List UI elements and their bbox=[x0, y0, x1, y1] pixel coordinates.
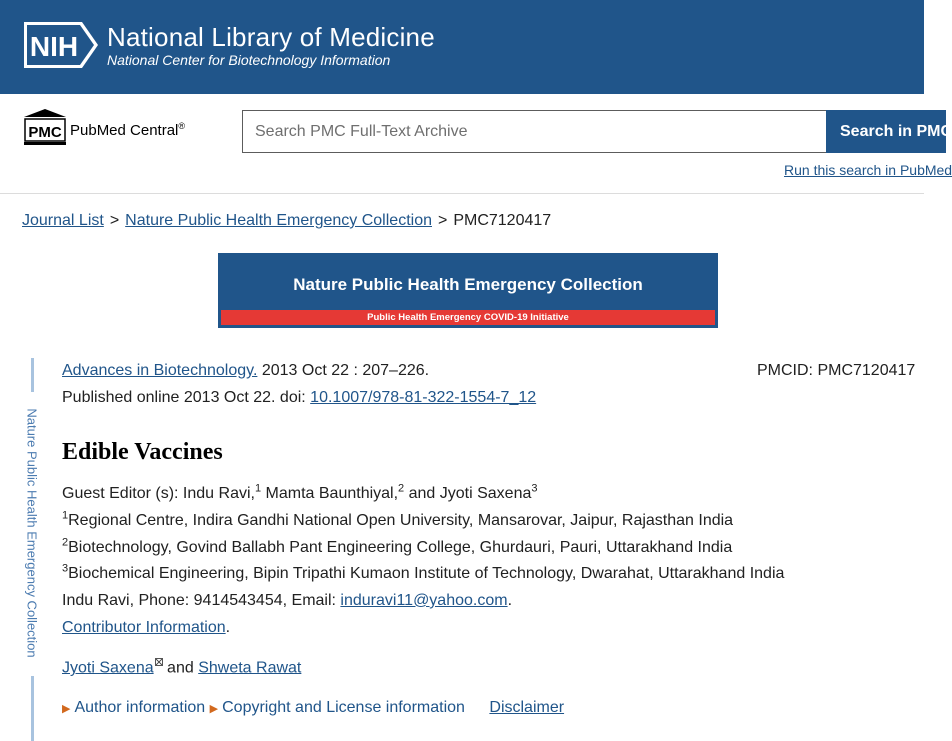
svg-text:PMC: PMC bbox=[28, 124, 62, 141]
collection-banner[interactable] bbox=[218, 253, 718, 328]
breadcrumb-separator: > bbox=[437, 212, 448, 229]
author-information-toggle[interactable]: Author information bbox=[74, 699, 206, 716]
search-button[interactable]: Search in PMC bbox=[826, 110, 946, 153]
authors-line bbox=[62, 658, 301, 678]
breadcrumb-collection[interactable]: Nature Public Health Emergency Collection bbox=[125, 212, 432, 229]
nih-logo[interactable] bbox=[22, 20, 100, 70]
banner-title: Nature Public Health Emergency Collection bbox=[293, 275, 643, 294]
contributor-line bbox=[62, 618, 230, 638]
affiliation-sup: 1 bbox=[62, 509, 69, 522]
article-title: Edible Vaccines bbox=[62, 439, 223, 465]
affiliation-text: Regional Centre, Indira Gandhi National Open University, Mansarovar, Jaipur, Rajasthan India bbox=[68, 512, 734, 529]
affiliation-sup: 3 bbox=[62, 562, 69, 575]
affiliation-3 bbox=[62, 564, 784, 584]
pmc-search-bar bbox=[0, 94, 952, 194]
affiliation-text: Biotechnology, Govind Ballabh Pant Engineering College, Ghurdauri, Pauri, Uttarakhand India bbox=[68, 539, 733, 556]
author-link-rawat[interactable]: Shweta Rawat bbox=[198, 659, 302, 677]
breadcrumb-current: PMC7120417 bbox=[453, 212, 552, 229]
contact-text: Indu Ravi, Phone: 9414543454, Email: bbox=[62, 592, 341, 609]
contact-suffix: . bbox=[507, 592, 513, 609]
affiliation-1 bbox=[62, 511, 733, 531]
published-line bbox=[62, 388, 536, 408]
breadcrumb bbox=[22, 211, 551, 231]
author-link-saxena[interactable]: Jyoti Saxena bbox=[62, 659, 154, 677]
pmcid: PMCID: PMC7120417 bbox=[757, 362, 916, 379]
banner-strip: Public Health Emergency COVID-19 Initiative bbox=[221, 310, 715, 325]
contributor-suffix: . bbox=[225, 619, 231, 636]
nlm-title[interactable]: National Library of Medicine bbox=[107, 22, 435, 52]
citation-details: 2013 Oct 22 : 207–226. bbox=[257, 362, 430, 379]
editor-3: and Jyoti Saxena bbox=[404, 485, 532, 502]
affiliation-sup: 2 bbox=[62, 536, 69, 549]
contact-email-link[interactable]: induravi11@yahoo.com bbox=[340, 592, 508, 609]
doi-link[interactable]: 10.1007/978-81-322-1554-7_12 bbox=[310, 389, 537, 406]
editors-line bbox=[62, 484, 538, 504]
side-line bbox=[31, 676, 34, 741]
editor-1: Guest Editor (s): Indu Ravi, bbox=[62, 485, 255, 502]
citation-line bbox=[62, 361, 429, 381]
editor-2: Mamta Baunthiyal, bbox=[261, 485, 399, 502]
run-search-pubmed-link[interactable]: Run this search in PubMed bbox=[784, 162, 952, 178]
journal-link[interactable]: Advances in Biotechnology. bbox=[62, 362, 258, 379]
side-collection-label[interactable]: Nature Public Health Emergency Collection bbox=[24, 408, 40, 658]
editor-2-sup: 2 bbox=[398, 482, 405, 495]
side-line bbox=[31, 358, 34, 392]
triangle-right-icon: ▶ bbox=[62, 703, 71, 715]
search-input[interactable] bbox=[242, 110, 827, 153]
email-icon[interactable] bbox=[155, 658, 163, 666]
pmc-logo-text[interactable]: PubMed Central® bbox=[70, 121, 186, 139]
nlm-subtitle: National Center for Biotechnology Information bbox=[107, 52, 391, 68]
editor-1-sup: 1 bbox=[254, 482, 262, 495]
affiliation-text: Biochemical Engineering, Bipin Tripathi Kumaon Institute of Technology, Dwarahat, Uttarakhand India bbox=[68, 565, 785, 582]
copyright-license-toggle[interactable]: Copyright and License information bbox=[222, 699, 465, 716]
contact-line bbox=[62, 591, 512, 611]
published-text: Published online 2013 Oct 22. doi: bbox=[62, 389, 311, 406]
contributor-info-link[interactable]: Contributor Information bbox=[62, 619, 226, 636]
authors-and: and bbox=[162, 659, 199, 677]
triangle-right-icon: ▶ bbox=[209, 703, 219, 715]
affiliation-2 bbox=[62, 538, 732, 558]
nih-header bbox=[0, 0, 924, 94]
disclaimer-link[interactable]: Disclaimer bbox=[489, 699, 565, 716]
editor-3-sup: 3 bbox=[531, 482, 538, 495]
info-links bbox=[62, 698, 564, 719]
breadcrumb-separator: > bbox=[109, 212, 120, 229]
svg-text:NIH: NIH bbox=[29, 31, 79, 62]
breadcrumb-journal-list[interactable]: Journal List bbox=[22, 212, 104, 229]
